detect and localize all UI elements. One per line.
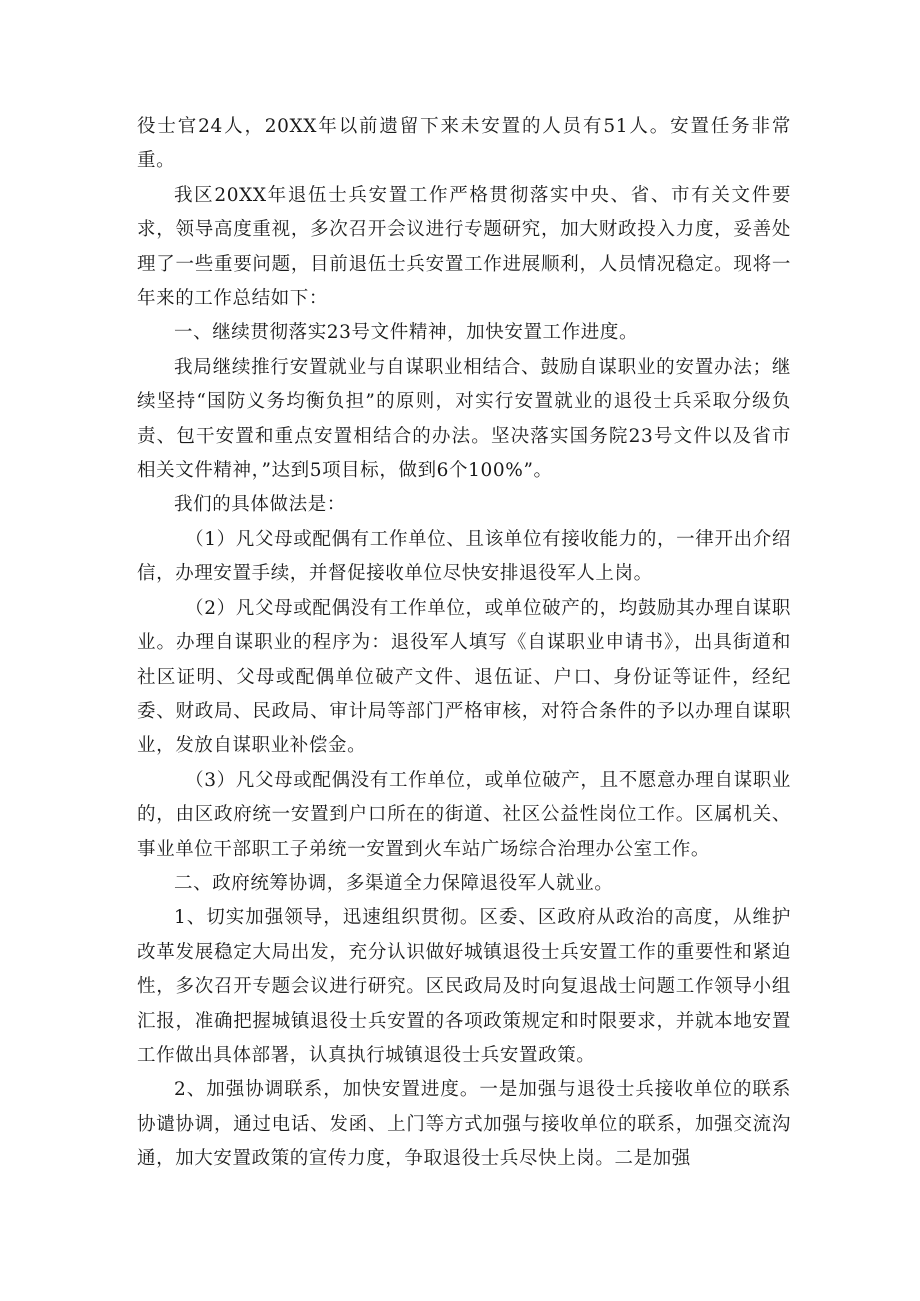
paragraph-policy: 我局继续推行安置就业与自谋职业相结合、鼓励自谋职业的安置办法；继续坚持“国防义务均衡负担”的原则，对实行安置就业的退役士兵采取分级负责、包干安置和重点安置相结合的办法。坚决落实国务院23号文件以及省市相关文件精神，”达到5项目标，做到6个100%”。: [137, 356, 791, 482]
section-heading-2: 二、政府统筹协调，多渠道全力保障退役军人就业。: [174, 872, 614, 894]
paragraph-leadership: 1、切实加强领导，迅速组织贯彻。区委、区政府从政治的高度，从维护改革发展稳定大局出发，充分认识做好城镇退役士兵安置工作的重要性和紧迫性，多次召开专题会议进行研究。区民政局及时向复退战士问题工作领导小组汇报，准确把握城镇退役士兵安置的各项政策规定和时限要求，并就本地安置工作做出具体部署，认真执行城镇退役士兵安置政策。: [137, 907, 791, 1066]
list-item-1: （1）凡父母或配偶有工作单位、且该单位有接收能力的，一律开出介绍信，办理安置手续，并督促接收单位尽快安排退役军人上岗。: [137, 528, 791, 585]
paragraph-methods-intro: 我们的具体做法是：: [174, 494, 346, 516]
section-heading-1: 一、继续贯彻落实23号文件精神，加快安置工作进度。: [174, 322, 639, 344]
document-body: [137, 110, 791, 1177]
paragraph-coordination: 2、加强协调联系，加快安置进度。一是加强与退役士兵接收单位的联系协谴协调，通过电话、发函、上门等方式加强与接收单位的联系，加强交流沟通，加大安置政策的宣传力度，争取退役士兵尽快上岗。二是加强: [137, 1079, 791, 1170]
list-item-2: （2）凡父母或配偶没有工作单位，或单位破产的，均鼓励其办理自谋职业。办理自谋职业的程序为：退役军人填写《自谋职业申请书》，出具街道和社区证明、父母或配偶单位破产文件、退伍证、户口、身份证等证件，经纪委、财政局、民政局、审计局等部门严格审核，对符合条件的予以办理自谋职业，发放自谋职业补偿金。: [137, 597, 791, 757]
paragraph-intro-continuation: 役士官24人，20XX年以前遗留下来未安置的人员有51人。安置任务非常重。: [137, 116, 791, 172]
paragraph-summary: 我区20XX年退伍士兵安置工作严格贯彻落实中央、省、市有关文件要求，领导高度重视，多次召开会议进行专题研究，加大财政投入力度，妥善处理了一些重要问题，目前退伍士兵安置工作进展顺利，人员情况稳定。现将一年来的工作总结如下：: [137, 184, 791, 310]
list-item-3: （3）凡父母或配偶没有工作单位，或单位破产，且不愿意办理自谋职业的，由区政府统一安置到户口所在的街道、社区公益性岗位工作。区属机关、事业单位干部职工子弟统一安置到火车站广场综合治理办公室工作。: [137, 769, 791, 860]
